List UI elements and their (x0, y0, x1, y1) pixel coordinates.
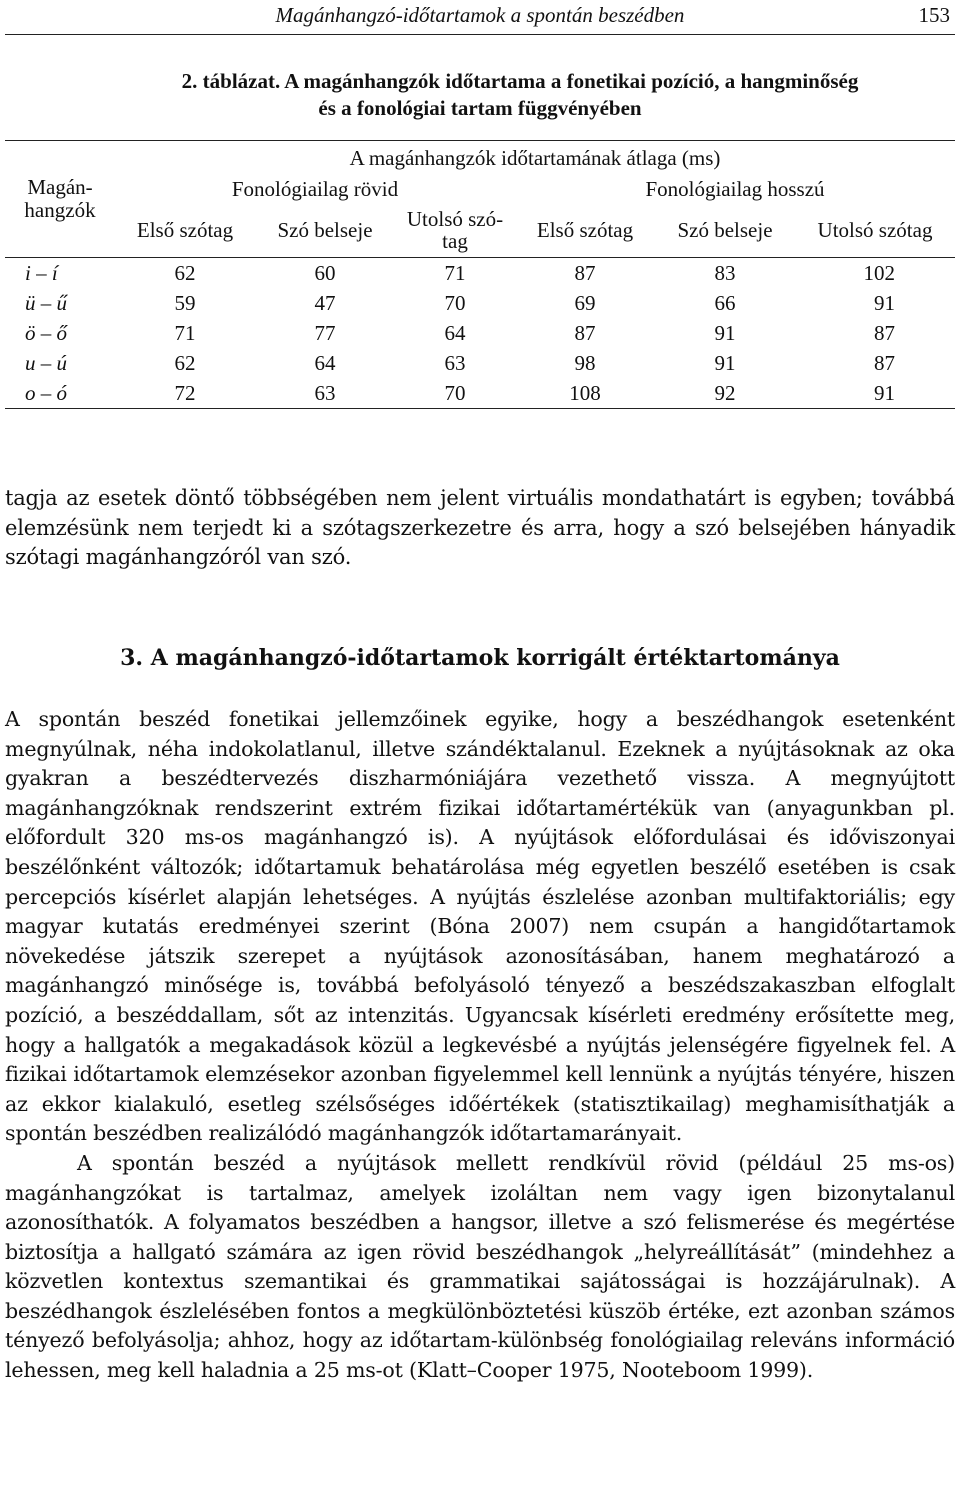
table-cell: 70 (444, 290, 466, 315)
header-row-2 (5, 175, 955, 203)
running-title: Magánhangzó-időtartamok a spontán beszédben (275, 3, 685, 27)
group-long-header: Fonológiailag hosszú (645, 176, 825, 201)
subheader-last-line2: tag (442, 229, 468, 253)
paragraph: A spontán beszéd fonetikai jellemzőinek egyike, hogy a beszédhangok esetenként megnyúlnak, néha indokolatlanul, illetve szándéktalanul. Ezeknek a nyújtásoknak az oka gyakran a beszédtervezés diszharmóniájára vezethető vissza. A megnyújtott magánhangzóknak rendszerint extrém fizikai időtartamértékük van (anyagunkban pl. előfordult 320 ms-os magánhangzó is). A nyújtások előfordulásai és időviszonyai beszélőnként változók; időtartamuk behatárolása még egyetlen beszélő esetében is csak percepciós kísérlet alapján lehetséges. A nyújtás észlelése azonban multifaktoriális; egy magyar kutatás eredményei szerint (Bóna 2007) nem csupán a hangidőtartamok növekedése játszik szerepet a nyújtások azonosításában, hanem meghatározó a magánhangzó minősége is, továbbá befolyásoló tényező a beszédszakaszban elfoglalt pozíció, a beszéddallam, sőt az intenzitás. Ugyancsak kísérleti eredmény erősítette meg, hogy a hallgatók a megakadások közül a legkevésbé a nyújtás jelenségére figyelnek fel. A fizikai időtartamok elemzésekor azonban figyelemmel kell lennünk a nyújtás tényére, hiszen az ekkor kialakuló, esetleg szélsőséges időértékek (statisztikailag) meghamisíthatják a spontán beszédben realizálódó magánhangzók időtartamarányait. (5, 707, 955, 1146)
table-cell: 98 (574, 350, 596, 375)
row-label: ü – ű (25, 290, 67, 315)
row-label: ö – ő (25, 320, 67, 345)
subheader-first-syllable: Első szótag (536, 218, 634, 242)
table-cell: 69 (574, 290, 596, 315)
group-short-header: Fonológiailag rövid (231, 176, 399, 201)
row-label: o – ó (25, 380, 67, 405)
table-cell: 91 (714, 320, 736, 345)
table-cell: 77 (314, 320, 336, 345)
table-cell: 62 (174, 350, 196, 375)
table-cell: 87 (574, 260, 596, 285)
row-label: u – ú (25, 350, 67, 375)
subheader-word-internal: Szó belseje (677, 218, 773, 242)
header-rule (5, 34, 955, 35)
corner-label (5, 141, 115, 258)
table-cell: 62 (174, 260, 196, 285)
table-cell: 72 (174, 380, 196, 405)
table-cell: 63 (444, 350, 466, 375)
page-number: 153 (918, 3, 950, 27)
spanner-header: A magánhangzók időtartamának átlaga (ms) (349, 145, 721, 170)
table-cell: 91 (874, 380, 895, 405)
table-caption-line2: és a fonológiai tartam függvényében (318, 96, 642, 120)
subheader-word-internal: Szó belseje (277, 218, 373, 242)
table-row (5, 258, 955, 289)
table-cell: 70 (444, 380, 466, 405)
page-header (0, 0, 960, 38)
table-caption-line1: 2. táblázat. A magánhangzók időtartama a fonetikai pozíció, a hangminőség (181, 69, 859, 93)
subheader-last-syllable: Utolsó szótag (817, 218, 933, 242)
table-cell: 60 (314, 260, 336, 285)
paragraph: A spontán beszéd a nyújtások mellett rendkívül rövid (például 25 ms-os) magánhangzókat is tartalmaz, amelyek izoláltan nem vagy igen bizonytalanul azonosíthatók. A folyamatos beszédben a hangsor, illetve a szó felismerése és megértése biztosítja a hallgató számára az igen rövid beszédhangok „helyreállítását” (mindehhez a közvetlen kontextus szemantikai és grammatikai sajátosságai is hozzájárulnak). A beszédhangok észlelésében fontos a megkülönböztetési küszöb értéke, ezt azonban számos tényező befolyásolja; ahhoz, hogy az időtartam-különbség fonológiailag releváns információ lehessen, meg kell haladnia a 25 ms-ot (Klatt–Cooper 1975, Nooteboom 1999). (5, 1150, 955, 1383)
table-cell: 71 (444, 260, 466, 285)
table-cell: 91 (714, 350, 736, 375)
table-cell: 63 (314, 380, 336, 405)
table-cell: 102 (863, 260, 895, 285)
table-cell: 64 (444, 320, 466, 345)
table-cell: 92 (714, 380, 736, 405)
corner-label-line1: Magán- (27, 175, 93, 199)
table-row (5, 318, 955, 348)
table-cell: 87 (874, 350, 895, 375)
table-row (5, 378, 955, 409)
header-row-1 (5, 141, 955, 176)
table-cell: 71 (174, 320, 196, 345)
paragraph-continuation: tagja az esetek döntő többségében nem jelent virtuális mondathatárt is egyben; továbbá elemzésünk nem terjedt ki a szótagszerkezetre és arra, hogy a szó belsejében hányadik szótagi magánhangzóról van szó. (5, 486, 955, 569)
table-row (5, 288, 955, 318)
table-cell: 66 (714, 290, 736, 315)
table-row (5, 348, 955, 378)
table-cell: 91 (874, 290, 895, 315)
table-cell: 87 (574, 320, 596, 345)
row-label: i – í (25, 260, 58, 285)
vowel-duration-table (5, 140, 955, 409)
table-cell: 83 (714, 260, 736, 285)
subheader-first-syllable: Első szótag (136, 218, 234, 242)
corner-label-line2: hangzók (24, 198, 96, 222)
section-body (5, 705, 955, 1386)
table-cell: 108 (569, 380, 601, 405)
table-cell: 87 (874, 320, 895, 345)
table-cell: 59 (174, 290, 196, 315)
table-caption (0, 68, 960, 122)
subheader-last-syllable (395, 203, 515, 258)
table-cell: 47 (314, 290, 336, 315)
subheader-last-line1: Utolsó szó- (406, 207, 504, 231)
header-row-3 (5, 203, 955, 258)
table-cell: 64 (314, 350, 336, 375)
section-heading: 3. A magánhangzó-időtartamok korrigált értéktartománya (120, 645, 840, 671)
